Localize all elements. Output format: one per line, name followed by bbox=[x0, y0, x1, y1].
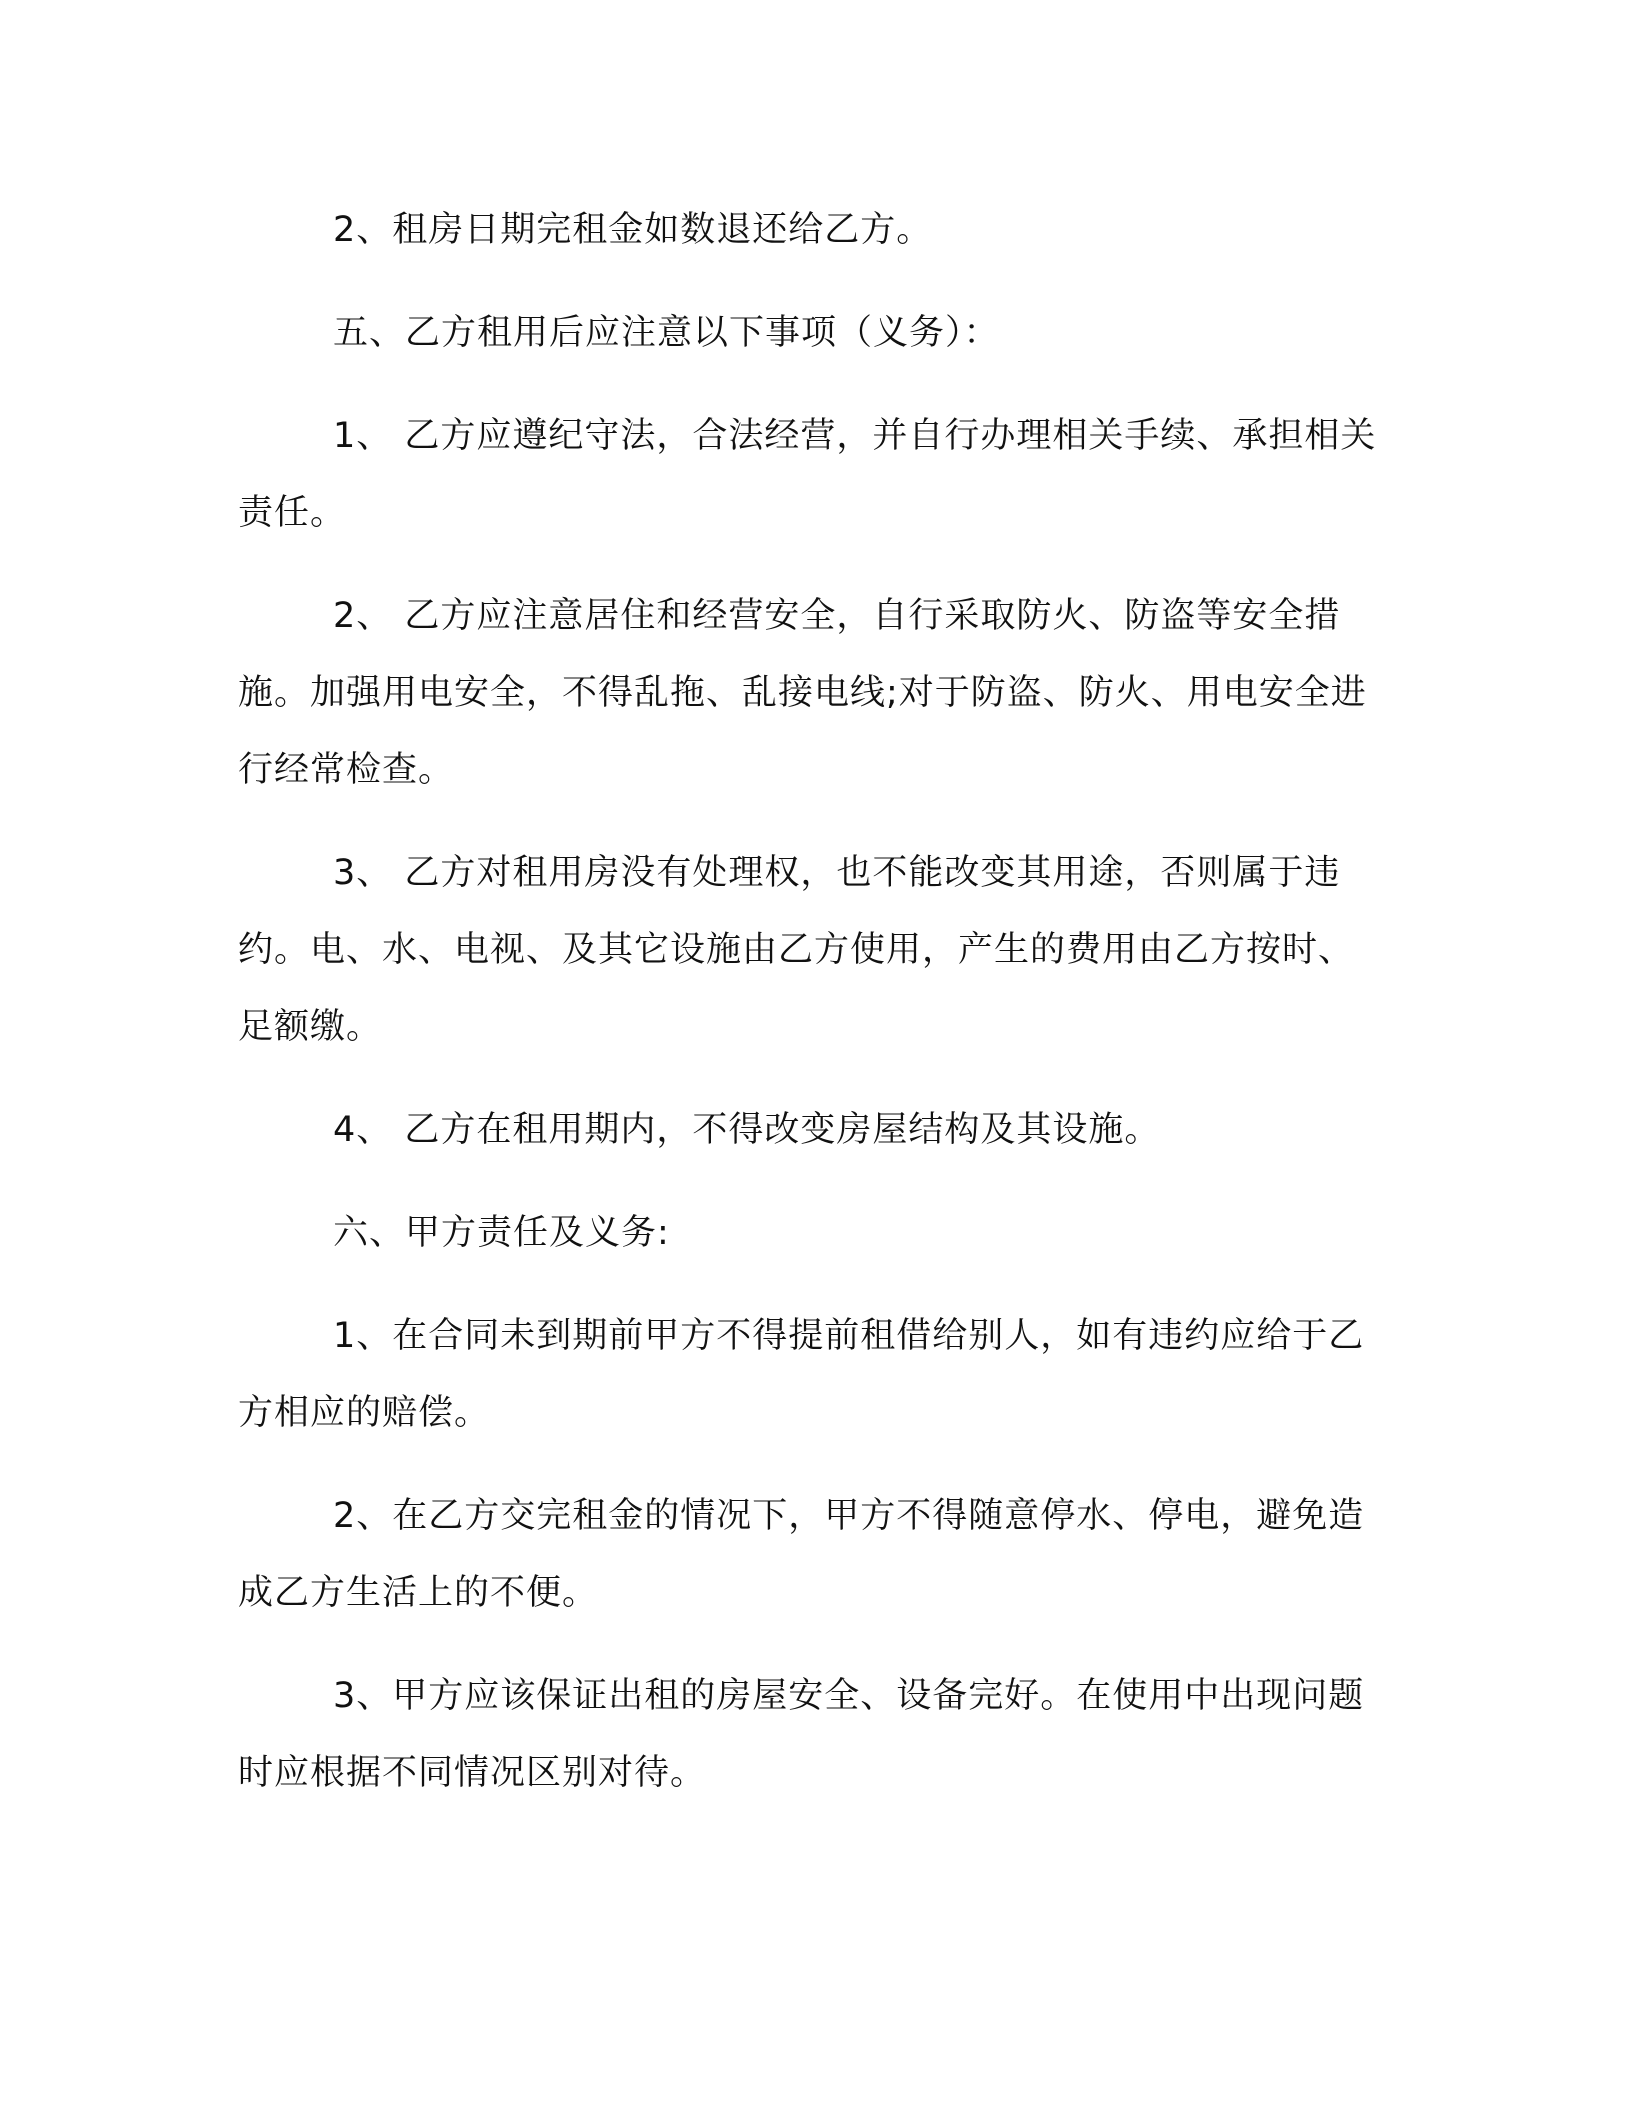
paragraph-house-safety: 3、甲方应该保证出租的房屋安全、设备完好。在使用中出现问题时应根据不同情况区别对待。 bbox=[238, 1676, 1365, 1793]
heading-section-six: 六、甲方责任及义务: bbox=[333, 1213, 670, 1253]
paragraph-no-structure-change: 4、 乙方在租用期内，不得改变房屋结构及其设施。 bbox=[333, 1110, 1161, 1150]
paragraph-refund: 2、租房日期完租金如数退还给乙方。 bbox=[333, 210, 933, 250]
document-body bbox=[238, 192, 1378, 1812]
paragraph-no-utility-cut: 2、在乙方交完租金的情况下，甲方不得随意停水、停电，避免造成乙方生活上的不便。 bbox=[238, 1496, 1365, 1613]
paragraph-no-disposal-right: 3、 乙方对租用房没有处理权，也不能改变其用途，否则属于违约。电、水、电视、及其它设施由乙方使用，产生的费用由乙方按时、足额缴。 bbox=[238, 853, 1355, 1047]
paragraph-safety: 2、 乙方应注意居住和经营安全，自行采取防火、防盗等安全措施。加强用电安全，不得乱拖、乱接电线;对于防盗、防火、用电安全进行经常检查。 bbox=[238, 596, 1367, 790]
heading-section-five: 五、乙方租用后应注意以下事项（义务）： bbox=[333, 313, 1000, 353]
paragraph-no-early-lease: 1、在合同未到期前甲方不得提前租借给别人，如有违约应给于乙方相应的赔偿。 bbox=[238, 1316, 1365, 1433]
paragraph-obey-law: 1、 乙方应遵纪守法，合法经营，并自行办理相关手续、承担相关责任。 bbox=[238, 416, 1377, 533]
